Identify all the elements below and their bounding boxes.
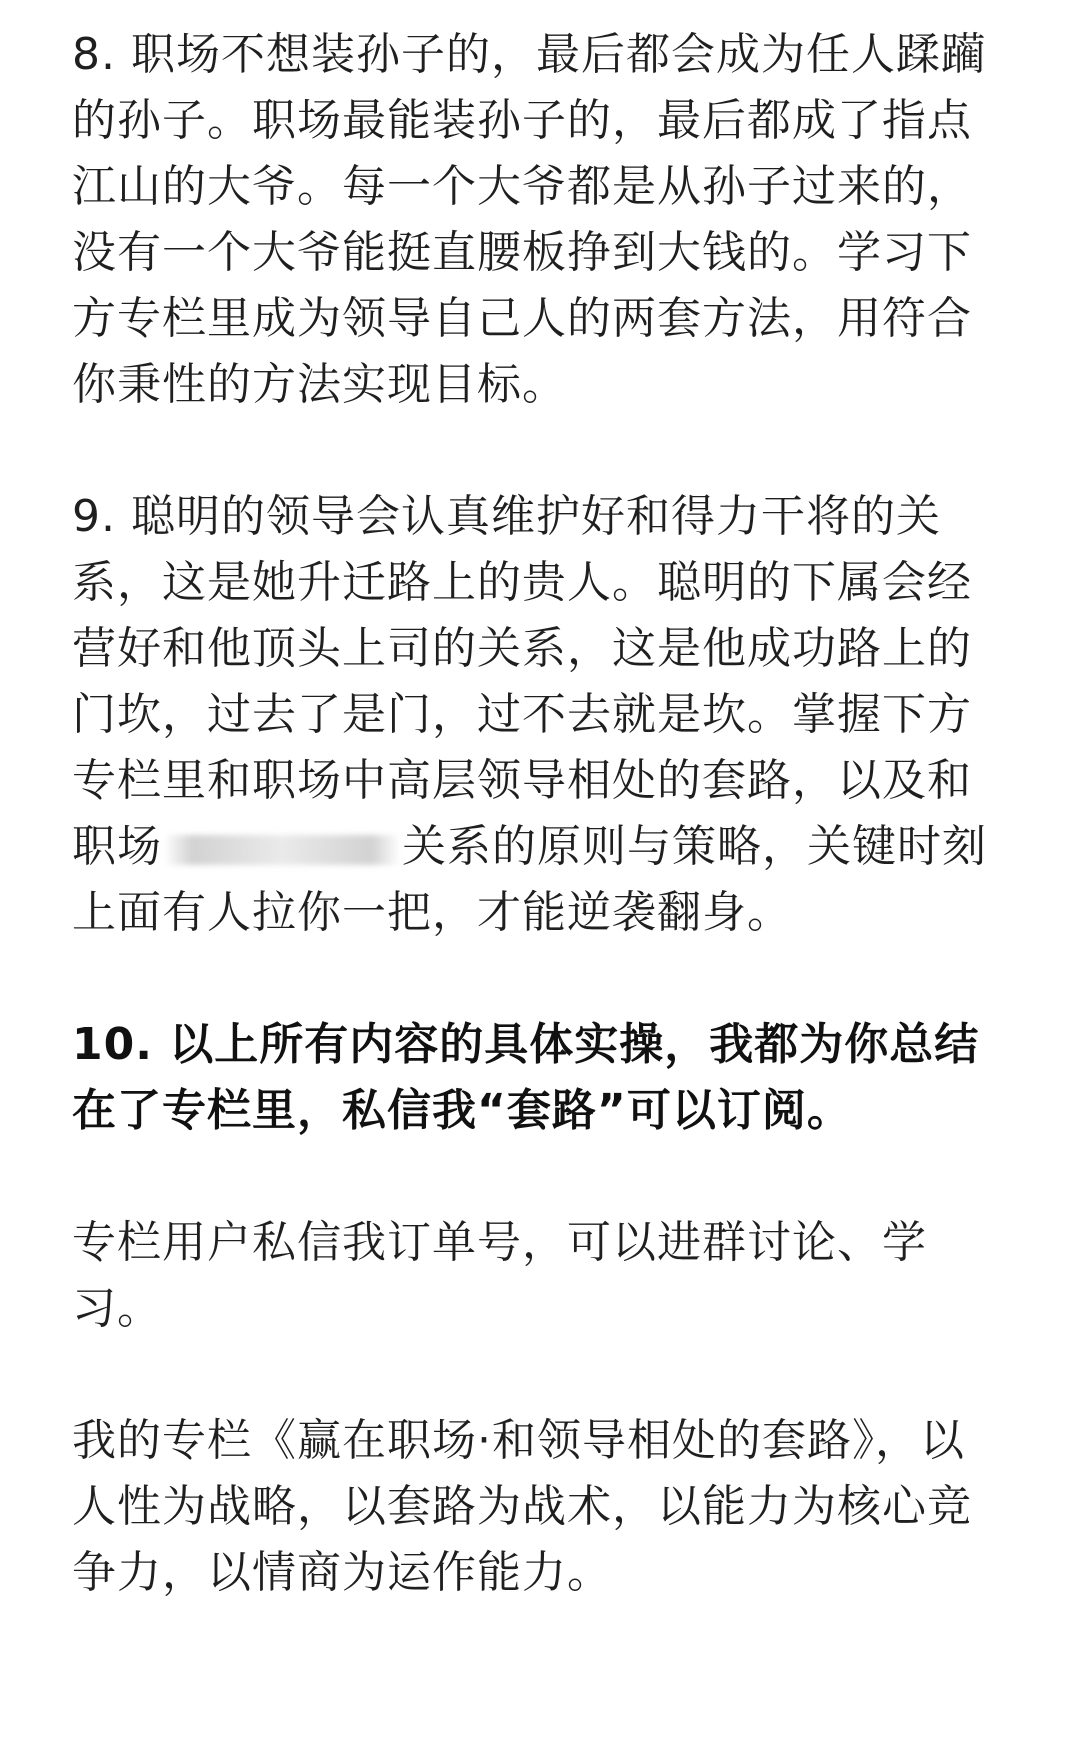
paragraph-10-bold: 10. 以上所有内容的具体实操，我都为你总结在了专栏里，私信我“套路”可以订阅。 <box>72 1019 980 1136</box>
paragraph-spacer <box>72 418 1008 484</box>
paragraph-member-note: 专栏用户私信我订单号，可以进群讨论、学习。 <box>72 1217 927 1334</box>
paragraph-column-intro: 我的专栏《赢在职场·和领导相处的套路》，以人性为战略，以套路为战术，以能力为核心竞争力，以情商为运作能力。 <box>72 1415 972 1598</box>
paragraph-9-text-end: 关系的原则与策略，关键时刻上面有人拉你一把，才能逆袭翻身。 <box>72 821 987 938</box>
paragraph-spacer <box>72 946 1008 1012</box>
paragraph-8: 8. 职场不想装孙子的，最后都会成为任人蹂躏的孙子。职场最能装孙子的，最后都成了指点江山的大爷。每一个大爷都是从孙子过来的，没有一个大爷能挺直腰板挣到大钱的。学习下方专栏里成为领导自己人的两套方法，用符合你秉性的方法实现目标。 <box>72 29 986 410</box>
paragraph-spacer <box>72 1342 1008 1408</box>
redacted-text-blur <box>164 835 400 865</box>
paragraph-9 <box>72 484 1008 946</box>
paragraph-spacer <box>72 1144 1008 1210</box>
paragraph-9-text-start: 9. 聪明的领导会认真维护好和得力干将的关系，这是她升迁路上的贵人。聪明的下属会经营好和他顶头上司的关系，这是他成功路上的门坎，过去了是门，过不去就是坎。掌握下方专栏里和职场中高层领导相处的套路，以及和职场 <box>72 491 972 872</box>
